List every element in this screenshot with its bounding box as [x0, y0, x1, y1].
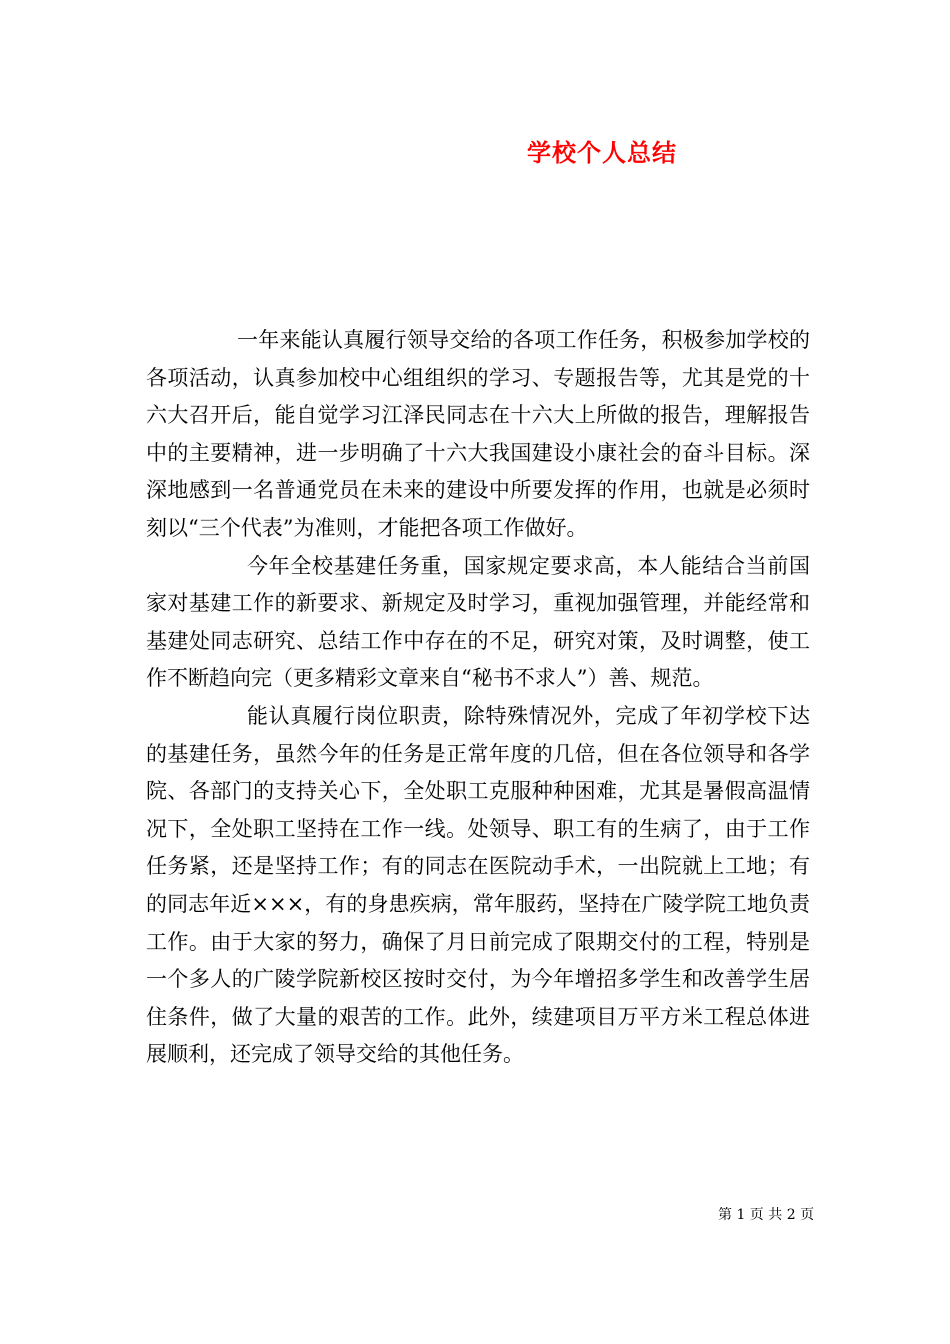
paragraph-2: 今年全校基建任务重，国家规定要求高，本人能结合当前国家对基建工作的新要求、新规定及时学习，重视加强管理，并能经常和基建处同志研究、总结工作中存在的不足，研究对策，及时调整，使工作不断趋向完（更多精彩文章来自“秘书不求人”）善、规范。	[146, 553, 810, 691]
paragraph-1: 一年来能认真履行领导交给的各项工作任务，积极参加学校的各项活动，认真参加校中心组组织的学习、专题报告等，尤其是党的十六大召开后，能自觉学习江泽民同志在十六大上所做的报告，理解报告中的主要精神，进一步明确了十六大我国建设小康社会的奋斗目标。深深地感到一名普通党员在未来的建设中所要发挥的作用，也就是必须时刻以“三个代表”为准则，才能把各项工作做好。	[146, 328, 810, 540]
paragraph-3: 能认真履行岗位职责，除特殊情况外，完成了年初学校下达的基建任务，虽然今年的任务是正常年度的几倍，但在各位领导和各学院、各部门的支持关心下，全处职工克服种种困难，尤其是暑假高温情况下，全处职工坚持在工作一线。处领导、职工有的生病了，由于工作任务紧，还是坚持工作；有的同志在医院动手术，一出院就上工地；有的同志年近×××，有的身患疾病，常年服药，坚持在广陵学院工地负责工作。由于大家的努力，确保了月日前完成了限期交付的工程，特别是一个多人的广陵学院新校区按时交付，为今年增招多学生和改善学生居住条件，做了大量的艰苦的工作。此外，续建项目万平方米工程总体进展顺利，还完成了领导交给的其他任务。	[146, 703, 810, 1067]
document-body	[146, 322, 810, 1074]
page-number-footer: 第 1 页 共 2 页	[718, 1207, 815, 1223]
document-title: 学校个人总结	[527, 138, 677, 167]
